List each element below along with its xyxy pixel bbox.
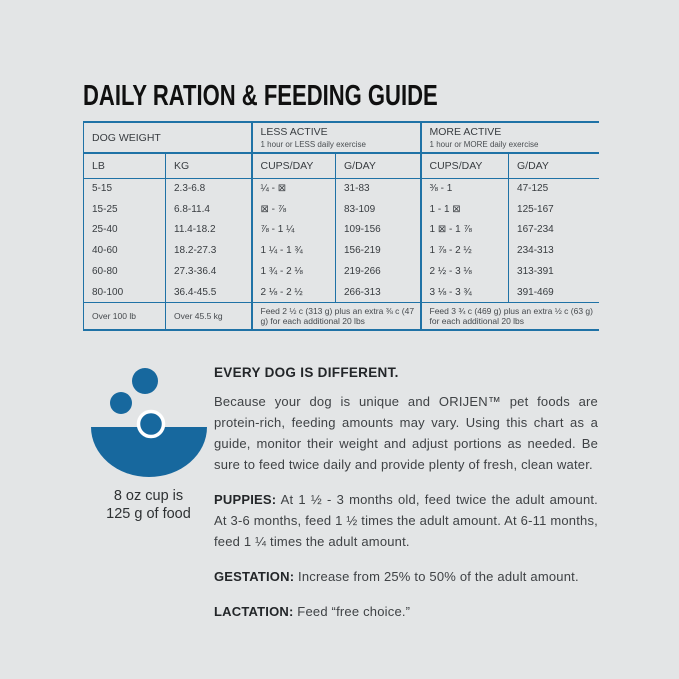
footer-less-active-note: Feed 2 ½ c (313 g) plus an extra ⅜ c (47 g) for each additional 20 lbs — [252, 303, 421, 330]
col-header-cups-more: CUPS/DAY — [421, 153, 509, 178]
cell-kg: 11.4-18.2 — [166, 220, 252, 241]
cell-cups-less: ⊠ - ⅞ — [252, 199, 336, 220]
table-row — [84, 240, 599, 261]
col-header-lb: LB — [92, 159, 105, 172]
cup-caption — [83, 487, 214, 523]
cell-cups-less: 1 ¾ - 2 ⅛ — [252, 261, 336, 282]
cell-g-more: 313-391 — [509, 261, 599, 282]
cell-lb: 15-25 — [92, 203, 118, 215]
col-header-kg: KG — [166, 153, 252, 178]
table-row — [84, 261, 599, 282]
cell-lb: 5-15 — [92, 183, 113, 195]
cell-cups-more: 1 ⅞ - 2 ½ — [421, 240, 509, 261]
gestation-text: Increase from 25% to 50% of the adult amount. — [294, 568, 579, 584]
group-header-less-active — [252, 122, 421, 153]
cell-kg: 6.8-11.4 — [166, 199, 252, 220]
cell-g-more: 47-125 — [509, 178, 599, 199]
footer-more-active-note: Feed 3 ¾ c (469 g) plus an extra ½ c (63 g) for each additional 20 lbs — [421, 303, 599, 330]
puppies-label: PUPPIES: — [214, 491, 277, 507]
info-column — [214, 363, 598, 622]
food-bowl-icon — [91, 368, 207, 478]
cell-cups-more: 3 ⅛ - 3 ¾ — [421, 282, 509, 303]
lactation-label: LACTATION: — [214, 603, 294, 619]
cell-lb: 80-100 — [92, 286, 124, 298]
gestation-label: GESTATION: — [214, 568, 295, 584]
cell-kg: 18.2-27.3 — [166, 240, 252, 261]
puppies-note — [214, 489, 598, 552]
cell-cups-less: 1 ¼ - 1 ¾ — [252, 240, 336, 261]
group-header-more-active — [421, 122, 599, 153]
cell-kg: 36.4-45.5 — [166, 282, 252, 303]
info-body: Because your dog is unique and ORIJEN™ pet foods are protein-rich, feeding amounts may vary. Using this chart as a guide, monitor their weight and adjust portions as needed. Be sure to feed twice daily and provide plenty of fresh, clean water. — [214, 393, 598, 472]
page-title: DAILY RATION & FEEDING GUIDE — [83, 80, 438, 112]
cell-g-less: 109-156 — [336, 220, 421, 241]
col-header-g-less: G/DAY — [336, 153, 421, 178]
cell-cups-more: ⅜ - 1 — [421, 178, 509, 199]
gestation-note — [214, 566, 598, 587]
table-row — [84, 178, 599, 199]
table-row — [84, 282, 599, 303]
cell-cups-more: 2 ½ - 3 ⅛ — [421, 261, 509, 282]
group-sublabel: 1 hour or MORE daily exercise — [429, 140, 539, 149]
info-heading: EVERY DOG IS DIFFERENT. — [214, 364, 399, 380]
col-header-cups-less: CUPS/DAY — [252, 153, 336, 178]
col-header-g-more: G/DAY — [509, 153, 599, 178]
bottom-section — [83, 363, 598, 622]
group-header-dog-weight — [84, 122, 252, 153]
cell-g-more: 167-234 — [509, 220, 599, 241]
cup-caption-line1: 8 oz cup is — [113, 487, 184, 504]
cell-g-more: 391-469 — [509, 282, 599, 303]
cell-g-more: 234-313 — [509, 240, 599, 261]
puppies-text: At 1 ½ - 3 months old, feed twice the adult amount. At 3-6 months, feed 1 ½ times the adult amount. At 6-11 months, feed 1 ¼ times the adult amount. — [214, 491, 598, 549]
group-label: MORE ACTIVE — [429, 126, 502, 138]
cup-caption-line2: 125 g of food — [106, 505, 191, 522]
cell-kg: 27.3-36.4 — [166, 261, 252, 282]
table-footer-row — [84, 303, 599, 330]
lactation-note — [214, 601, 598, 622]
lactation-text: Feed “free choice.” — [293, 603, 411, 619]
cup-measure-figure — [83, 363, 214, 622]
footer-over-lb: Over 100 lb — [92, 310, 136, 321]
cell-cups-more: 1 ⊠ - 1 ⅞ — [421, 220, 509, 241]
cell-kg: 2.3-6.8 — [166, 178, 252, 199]
cell-cups-less: ¼ - ⊠ — [252, 178, 336, 199]
cell-lb: 25-40 — [92, 224, 118, 236]
cell-g-less: 266-313 — [336, 282, 421, 303]
group-sublabel: 1 hour or LESS daily exercise — [260, 140, 366, 149]
cell-g-less: 156-219 — [336, 240, 421, 261]
table-row — [84, 199, 599, 220]
cell-cups-less: 2 ⅛ - 2 ½ — [252, 282, 336, 303]
feeding-table — [83, 121, 599, 331]
group-label: DOG WEIGHT — [92, 131, 161, 144]
cell-g-more: 125-167 — [509, 199, 599, 220]
cell-g-less: 219-266 — [336, 261, 421, 282]
table-column-header-row — [84, 153, 599, 178]
cell-cups-less: ⅞ - 1 ¼ — [252, 220, 336, 241]
cell-lb: 40-60 — [92, 245, 118, 257]
footer-over-kg: Over 45.5 kg — [166, 303, 252, 330]
cell-g-less: 83-109 — [336, 199, 421, 220]
cell-lb: 60-80 — [92, 266, 118, 278]
cell-cups-more: 1 - 1 ⊠ — [421, 199, 509, 220]
group-label: LESS ACTIVE — [260, 126, 328, 138]
cell-g-less: 31-83 — [336, 178, 421, 199]
table-group-header-row — [84, 122, 599, 153]
table-row — [84, 220, 599, 241]
